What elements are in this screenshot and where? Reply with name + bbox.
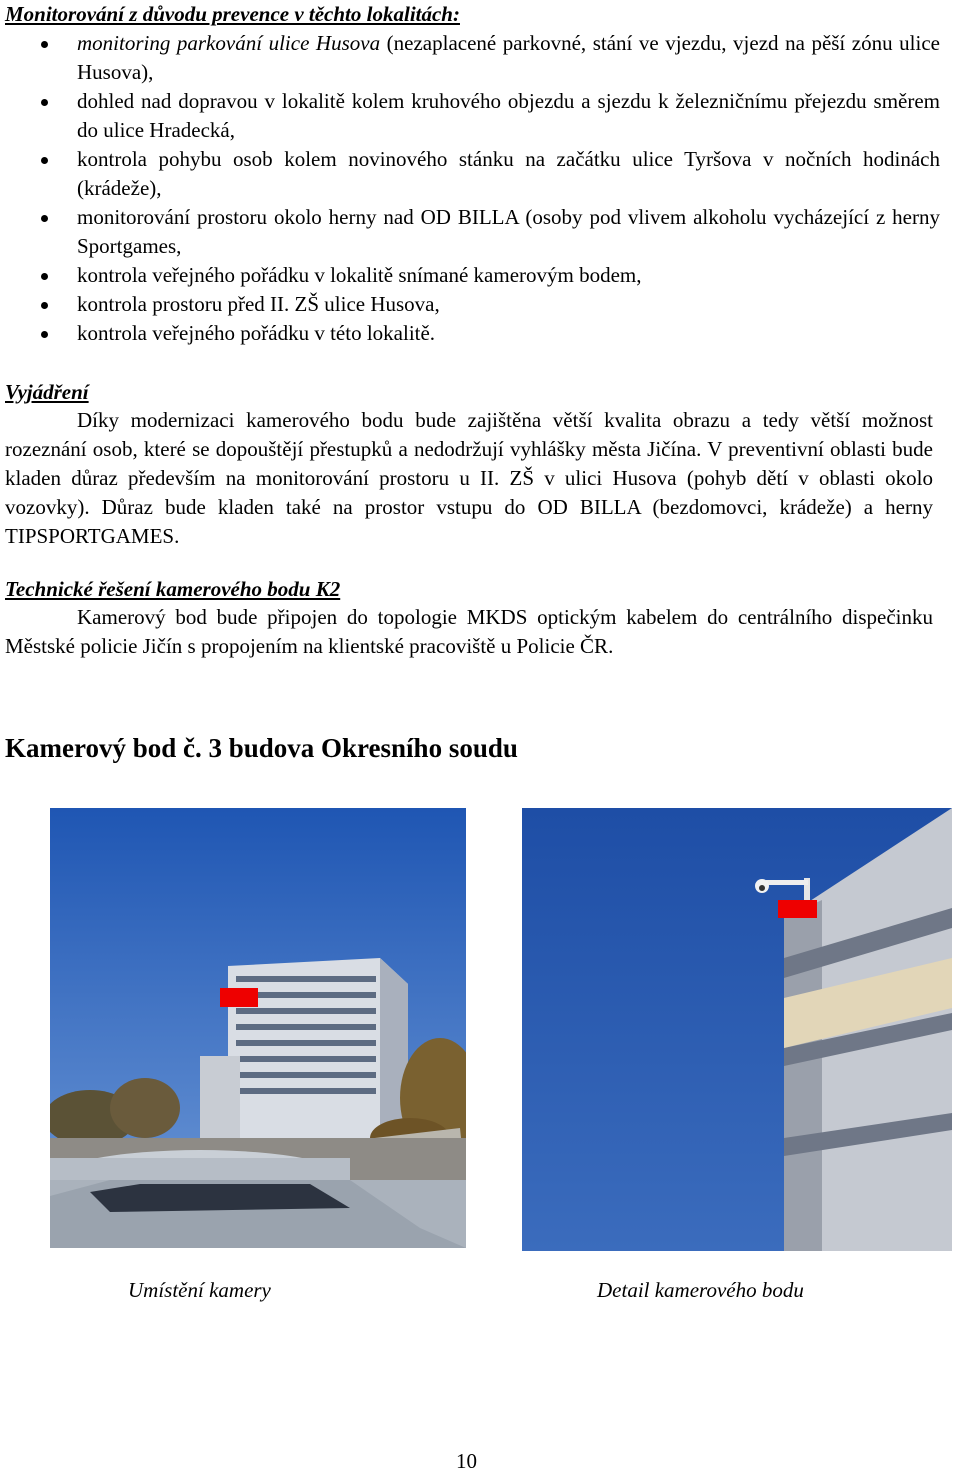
list-item: dohled nad dopravou v lokalitě kolem kruhového objezdu a sjezdu k železničnímu přejezdu směrem do ulice Hradecká, [0,87,940,145]
bullet-icon [41,157,48,164]
caption-camera-detail: Detail kamerového bodu [597,1278,804,1302]
camera-marker-icon [220,988,258,1007]
section-heading-monitoring: Monitorování z důvodu prevence v těchto lokalitách: [5,2,460,26]
bullet-icon [41,273,48,280]
list-item: kontrola veřejného pořádku v lokalitě snímané kamerovým bodem, [0,261,940,290]
section-heading-technical: Technické řešení kamerového bodu K2 [5,577,341,601]
building-scene-illustration [50,808,466,1248]
camera-location-photo [50,808,466,1248]
bullet-icon [41,302,48,309]
statement-paragraph: Díky modernizaci kamerového bodu bude zajištěna větší kvalita obrazu a tedy větší možnost rozeznání osob, které se dopouštějí přestupků a nedodržují vyhlášky města Jičína. V preventivní oblasti bude kladen důraz především na monitorování prostoru u II. ZŠ v ulici Husova (pohyb dětí v oblasti okolo vozovky). Důraz bude kladen také na prostor vstupu do OD BILLA (bezdomovci, krádeže) a herny TIPSPORTGAMES. [5,408,933,548]
list-item: monitoring parkování ulice Husova (nezaplacené parkovné, stání ve vjezdu, vjezd na pěší zónu ulice Husova), [0,29,940,87]
list-item: kontrola veřejného pořádku v této lokalitě. [0,319,940,348]
camera-marker-icon [778,900,817,918]
camera-detail-illustration [522,808,952,1251]
camera-point-title: Kamerový bod č. 3 budova Okresního soudu [5,733,518,763]
section-heading-statement: Vyjádření [5,380,89,404]
bullet-icon [41,41,48,48]
technical-paragraph: Kamerový bod bude připojen do topologie MKDS optickým kabelem do centrálního dispečinku Městské policie Jičín s propojením na klientské pracoviště u Policie ČR. [5,605,933,658]
monitoring-list [0,29,940,348]
caption-camera-location: Umístění kamery [128,1278,271,1302]
camera-detail-photo [522,808,952,1251]
bullet-icon [41,215,48,222]
list-item: kontrola pohybu osob kolem novinového stánku na začátku ulice Tyršova v nočních hodinách (krádeže), [0,145,940,203]
list-item: kontrola prostoru před II. ZŠ ulice Husova, [0,290,940,319]
bullet-icon [41,99,48,106]
list-item: monitorování prostoru okolo herny nad OD BILLA (osoby pod vlivem alkoholu vycházející z herny Sportgames, [0,203,940,261]
page-number: 10 [456,1449,477,1473]
bullet-icon [41,331,48,338]
